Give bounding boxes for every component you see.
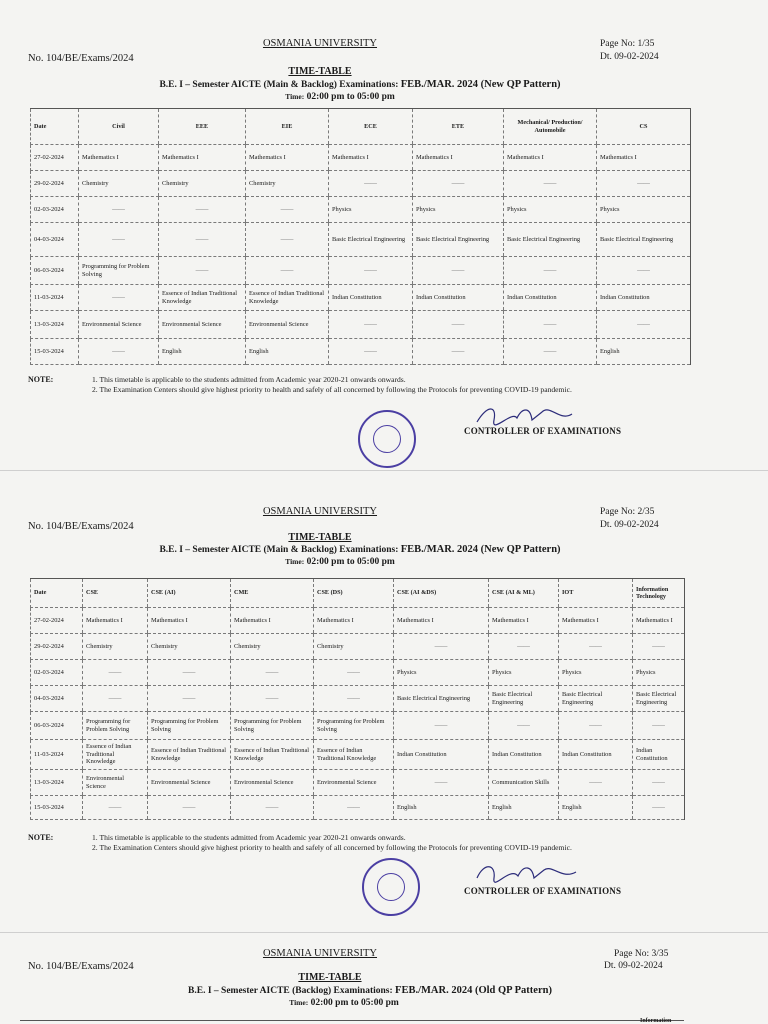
subject-cell: —— xyxy=(633,796,685,820)
subject-cell: —— xyxy=(504,339,597,365)
exam-date-cell: 04-03-2024 xyxy=(31,686,83,712)
subject-cell: —— xyxy=(159,223,246,257)
subject-cell: Basic Electrical Engineering xyxy=(489,686,559,712)
note-1: 1. This timetable is applicable to the students admitted from Academic year 2020-21 onwards onwards. xyxy=(92,833,406,842)
subject-cell: Mathematics I xyxy=(489,608,559,634)
exam-date-cell: 13-03-2024 xyxy=(31,311,79,339)
column-header-date: Date xyxy=(31,579,83,608)
subject-cell: Environmental Science xyxy=(246,311,329,339)
subject-cell: Indian Constitution xyxy=(633,740,685,770)
subject-cell: Environmental Science xyxy=(83,770,148,796)
university-name: OSMANIA UNIVERSITY xyxy=(262,506,378,517)
subject-cell: —— xyxy=(83,686,148,712)
subject-cell: Environmental Science xyxy=(231,770,314,796)
exam-session: FEB./MAR. 2024 (Old QP Pattern) xyxy=(395,985,552,996)
issue-date: Dt. 09-02-2024 xyxy=(600,520,659,530)
subject-cell: Basic Electrical Engineering xyxy=(394,686,489,712)
reference-number: No. 104/BE/Exams/2024 xyxy=(28,961,134,972)
subject-cell: Indian Constitution xyxy=(413,285,504,311)
table-row xyxy=(31,712,685,740)
exam-date-cell: 06-03-2024 xyxy=(31,257,79,285)
note-label: NOTE: xyxy=(28,833,54,842)
university-name: OSMANIA UNIVERSITY xyxy=(262,948,378,959)
subject-cell: Programming for Problem Solving xyxy=(83,712,148,740)
table-row xyxy=(31,171,691,197)
subject-cell: Essence of Indian Traditional Knowledge xyxy=(231,740,314,770)
column-header-branch: EEE xyxy=(159,109,246,145)
subject-cell: —— xyxy=(413,257,504,285)
partial-header: Information xyxy=(640,1018,672,1024)
subject-cell: Basic Electrical Engineering xyxy=(633,686,685,712)
table-top-border xyxy=(20,1020,684,1021)
subject-cell: Environmental Science xyxy=(79,311,159,339)
exam-time xyxy=(0,557,680,567)
subject-cell: Essence of Indian Traditional Knowledge xyxy=(83,740,148,770)
time-value: 02:00 pm to 05:00 pm xyxy=(306,92,395,102)
subject-cell: Essence of Indian Traditional Knowledge xyxy=(159,285,246,311)
time-value: 02:00 pm to 05:00 pm xyxy=(306,557,395,567)
table-row xyxy=(31,257,691,285)
subject-cell: Mathematics I xyxy=(597,145,691,171)
subject-cell: Physics xyxy=(413,197,504,223)
column-header-branch: Civil xyxy=(79,109,159,145)
table-row xyxy=(31,796,685,820)
subject-cell: English xyxy=(394,796,489,820)
subject-cell: —— xyxy=(148,660,231,686)
column-header-branch: CSE (DS) xyxy=(314,579,394,608)
subject-cell: Communication Skills xyxy=(489,770,559,796)
subject-cell: Basic Electrical Engineering xyxy=(329,223,413,257)
time-value: 02:00 pm to 05:00 pm xyxy=(310,998,399,1008)
subject-cell: Mathematics I xyxy=(231,608,314,634)
subject-cell: —— xyxy=(148,796,231,820)
subject-cell: —— xyxy=(633,634,685,660)
table-row xyxy=(31,740,685,770)
subject-cell: —— xyxy=(394,712,489,740)
subject-cell: English xyxy=(597,339,691,365)
exam-session: FEB./MAR. 2024 (New QP Pattern) xyxy=(400,79,561,90)
subject-cell: Basic Electrical Engineering xyxy=(559,686,633,712)
subject-cell: —— xyxy=(231,660,314,686)
note-2: 2. The Examination Centers should give highest priority to health and safely of all concerned by following the Protocols for preventing COVID-19 pandemic. xyxy=(92,843,572,852)
subject-cell: —— xyxy=(314,796,394,820)
subject-cell: Physics xyxy=(559,660,633,686)
subject-cell: —— xyxy=(504,311,597,339)
exam-date-cell: 02-03-2024 xyxy=(31,660,83,686)
issue-date: Dt. 09-02-2024 xyxy=(604,961,663,971)
table-row xyxy=(31,285,691,311)
subject-cell: Indian Constitution xyxy=(504,285,597,311)
note-1: 1. This timetable is applicable to the students admitted from Academic year 2020-21 onwards onwards. xyxy=(92,375,406,384)
subject-cell: Mathematics I xyxy=(559,608,633,634)
subject-cell: —— xyxy=(633,770,685,796)
subject-cell: —— xyxy=(329,257,413,285)
timetable-title: TIME-TABLE xyxy=(298,972,362,983)
subject-cell: Physics xyxy=(633,660,685,686)
subject-cell: —— xyxy=(489,712,559,740)
page-number: Page No: 2/35 xyxy=(600,507,655,517)
subject-cell: —— xyxy=(329,171,413,197)
subject-cell: —— xyxy=(597,257,691,285)
subject-cell: —— xyxy=(79,339,159,365)
table-row xyxy=(31,311,691,339)
timetable-title: TIME-TABLE xyxy=(288,532,352,543)
timetable-page-2 xyxy=(0,470,768,932)
timetable-grid xyxy=(30,578,685,820)
exam-line: B.E. I – Semester AICTE (Main & Backlog) Examinations: xyxy=(159,545,399,555)
table-row xyxy=(31,660,685,686)
column-header-branch: CS xyxy=(597,109,691,145)
column-header-branch: ETE xyxy=(413,109,504,145)
exam-date-cell: 15-03-2024 xyxy=(31,796,83,820)
issue-date: Dt. 09-02-2024 xyxy=(600,52,659,62)
subject-cell: —— xyxy=(559,634,633,660)
signatory: CONTROLLER OF EXAMINATIONS xyxy=(464,886,622,896)
subject-cell: —— xyxy=(597,171,691,197)
subject-cell: Mathematics I xyxy=(633,608,685,634)
subject-cell: Mathematics I xyxy=(148,608,231,634)
subject-cell: Mathematics I xyxy=(159,145,246,171)
column-header-branch: CSE (AI &DS) xyxy=(394,579,489,608)
subject-cell: —— xyxy=(394,634,489,660)
table-row xyxy=(31,339,691,365)
table-row xyxy=(31,223,691,257)
subject-cell: Essence of Indian Traditional Knowledge xyxy=(314,740,394,770)
exam-line: B.E. I – Semester AICTE (Backlog) Examinations: xyxy=(188,986,393,996)
table-row xyxy=(31,634,685,660)
exam-date-cell: 29-02-2024 xyxy=(31,171,79,197)
subject-cell: —— xyxy=(329,311,413,339)
subject-cell: —— xyxy=(246,197,329,223)
subject-cell: Programming for Problem Solving xyxy=(79,257,159,285)
subject-cell: —— xyxy=(231,686,314,712)
subject-cell: —— xyxy=(394,770,489,796)
subject-cell: —— xyxy=(231,796,314,820)
subject-cell: —— xyxy=(489,634,559,660)
subject-cell: Physics xyxy=(504,197,597,223)
subject-cell: —— xyxy=(559,712,633,740)
signatory: CONTROLLER OF EXAMINATIONS xyxy=(464,426,622,436)
subject-cell: Mathematics I xyxy=(413,145,504,171)
subject-cell: —— xyxy=(79,197,159,223)
table-row xyxy=(31,770,685,796)
subject-cell: —— xyxy=(413,171,504,197)
subject-cell: Mathematics I xyxy=(79,145,159,171)
subject-cell: Programming for Problem Solving xyxy=(148,712,231,740)
subject-cell: —— xyxy=(413,339,504,365)
subject-cell: Indian Constitution xyxy=(597,285,691,311)
note-label: NOTE: xyxy=(28,375,54,384)
time-label: Time: xyxy=(285,92,305,101)
subject-cell: —— xyxy=(314,686,394,712)
column-header-date: Date xyxy=(31,109,79,145)
subject-cell: Basic Electrical Engineering xyxy=(413,223,504,257)
table-row xyxy=(31,145,691,171)
subject-cell: —— xyxy=(329,339,413,365)
column-header-branch: Mechanical/ Production/ Automobile xyxy=(504,109,597,145)
exam-heading xyxy=(0,544,720,555)
subject-cell: —— xyxy=(504,171,597,197)
subject-cell: Essence of Indian Traditional Knowledge xyxy=(148,740,231,770)
subject-cell: Physics xyxy=(329,197,413,223)
subject-cell: Mathematics I xyxy=(504,145,597,171)
subject-cell: Mathematics I xyxy=(329,145,413,171)
subject-cell: Indian Constitution xyxy=(489,740,559,770)
subject-cell: —— xyxy=(148,686,231,712)
official-seal-icon xyxy=(362,858,420,916)
time-label: Time: xyxy=(289,998,309,1007)
subject-cell: Chemistry xyxy=(79,171,159,197)
exam-session: FEB./MAR. 2024 (New QP Pattern) xyxy=(400,544,561,555)
exam-heading xyxy=(10,985,730,996)
timetable-page-3 xyxy=(0,932,768,1024)
subject-cell: Environmental Science xyxy=(314,770,394,796)
subject-cell: Physics xyxy=(489,660,559,686)
exam-date-cell: 04-03-2024 xyxy=(31,223,79,257)
column-header-branch: ECE xyxy=(329,109,413,145)
signature-icon xyxy=(472,858,582,888)
subject-cell: —— xyxy=(314,660,394,686)
page-number: Page No: 3/35 xyxy=(614,949,669,959)
subject-cell: Indian Constitution xyxy=(559,740,633,770)
column-header-branch: Information Technology xyxy=(633,579,685,608)
exam-time xyxy=(4,998,684,1008)
time-label: Time: xyxy=(285,557,305,566)
column-header-branch: CSE xyxy=(83,579,148,608)
subject-cell: —— xyxy=(559,770,633,796)
table-row xyxy=(31,686,685,712)
exam-date-cell: 27-02-2024 xyxy=(31,145,79,171)
subject-cell: Indian Constitution xyxy=(394,740,489,770)
subject-cell: Mathematics I xyxy=(314,608,394,634)
exam-date-cell: 02-03-2024 xyxy=(31,197,79,223)
column-header-branch: CME xyxy=(231,579,314,608)
subject-cell: English xyxy=(489,796,559,820)
note-2: 2. The Examination Centers should give highest priority to health and safely of all concerned by following the Protocols for preventing COVID-19 pandemic. xyxy=(92,385,572,394)
subject-cell: —— xyxy=(246,223,329,257)
table-row xyxy=(31,608,685,634)
subject-cell: Mathematics I xyxy=(246,145,329,171)
exam-date-cell: 06-03-2024 xyxy=(31,712,83,740)
timetable-page-1 xyxy=(0,0,768,470)
subject-cell: Mathematics I xyxy=(83,608,148,634)
subject-cell: Chemistry xyxy=(231,634,314,660)
exam-date-cell: 13-03-2024 xyxy=(31,770,83,796)
reference-number: No. 104/BE/Exams/2024 xyxy=(28,521,134,532)
subject-cell: —— xyxy=(633,712,685,740)
subject-cell: English xyxy=(246,339,329,365)
subject-cell: Physics xyxy=(597,197,691,223)
subject-cell: —— xyxy=(83,796,148,820)
subject-cell: Basic Electrical Engineering xyxy=(504,223,597,257)
column-header-branch: EIE xyxy=(246,109,329,145)
subject-cell: —— xyxy=(79,223,159,257)
exam-date-cell: 27-02-2024 xyxy=(31,608,83,634)
exam-heading xyxy=(0,79,720,90)
subject-cell: Chemistry xyxy=(159,171,246,197)
column-header-branch: CSE (AI & ML) xyxy=(489,579,559,608)
exam-date-cell: 29-02-2024 xyxy=(31,634,83,660)
official-seal-icon xyxy=(358,410,416,468)
subject-cell: —— xyxy=(159,257,246,285)
subject-cell: —— xyxy=(79,285,159,311)
reference-number: No. 104/BE/Exams/2024 xyxy=(28,53,134,64)
exam-date-cell: 11-03-2024 xyxy=(31,285,79,311)
table-row xyxy=(31,197,691,223)
column-header-branch: CSE (AI) xyxy=(148,579,231,608)
subject-cell: —— xyxy=(504,257,597,285)
subject-cell: Chemistry xyxy=(148,634,231,660)
subject-cell: Chemistry xyxy=(246,171,329,197)
subject-cell: —— xyxy=(246,257,329,285)
subject-cell: Physics xyxy=(394,660,489,686)
column-header-branch: IOT xyxy=(559,579,633,608)
subject-cell: Programming for Problem Solving xyxy=(231,712,314,740)
subject-cell: Chemistry xyxy=(83,634,148,660)
page-number: Page No: 1/35 xyxy=(600,39,655,49)
subject-cell: —— xyxy=(83,660,148,686)
subject-cell: —— xyxy=(413,311,504,339)
subject-cell: Mathematics I xyxy=(394,608,489,634)
subject-cell: English xyxy=(559,796,633,820)
subject-cell: Environmental Science xyxy=(148,770,231,796)
subject-cell: Environmental Science xyxy=(159,311,246,339)
subject-cell: Indian Constitution xyxy=(329,285,413,311)
subject-cell: Programming for Problem Solving xyxy=(314,712,394,740)
subject-cell: English xyxy=(159,339,246,365)
exam-line: B.E. I – Semester AICTE (Main & Backlog) Examinations: xyxy=(159,80,399,90)
exam-date-cell: 15-03-2024 xyxy=(31,339,79,365)
subject-cell: Essence of Indian Traditional Knowledge xyxy=(246,285,329,311)
subject-cell: —— xyxy=(597,311,691,339)
subject-cell: —— xyxy=(159,197,246,223)
university-name: OSMANIA UNIVERSITY xyxy=(262,38,378,49)
timetable-title: TIME-TABLE xyxy=(288,66,352,77)
timetable-grid xyxy=(30,108,691,365)
subject-cell: Chemistry xyxy=(314,634,394,660)
subject-cell: Basic Electrical Engineering xyxy=(597,223,691,257)
exam-date-cell: 11-03-2024 xyxy=(31,740,83,770)
exam-time xyxy=(0,92,680,102)
